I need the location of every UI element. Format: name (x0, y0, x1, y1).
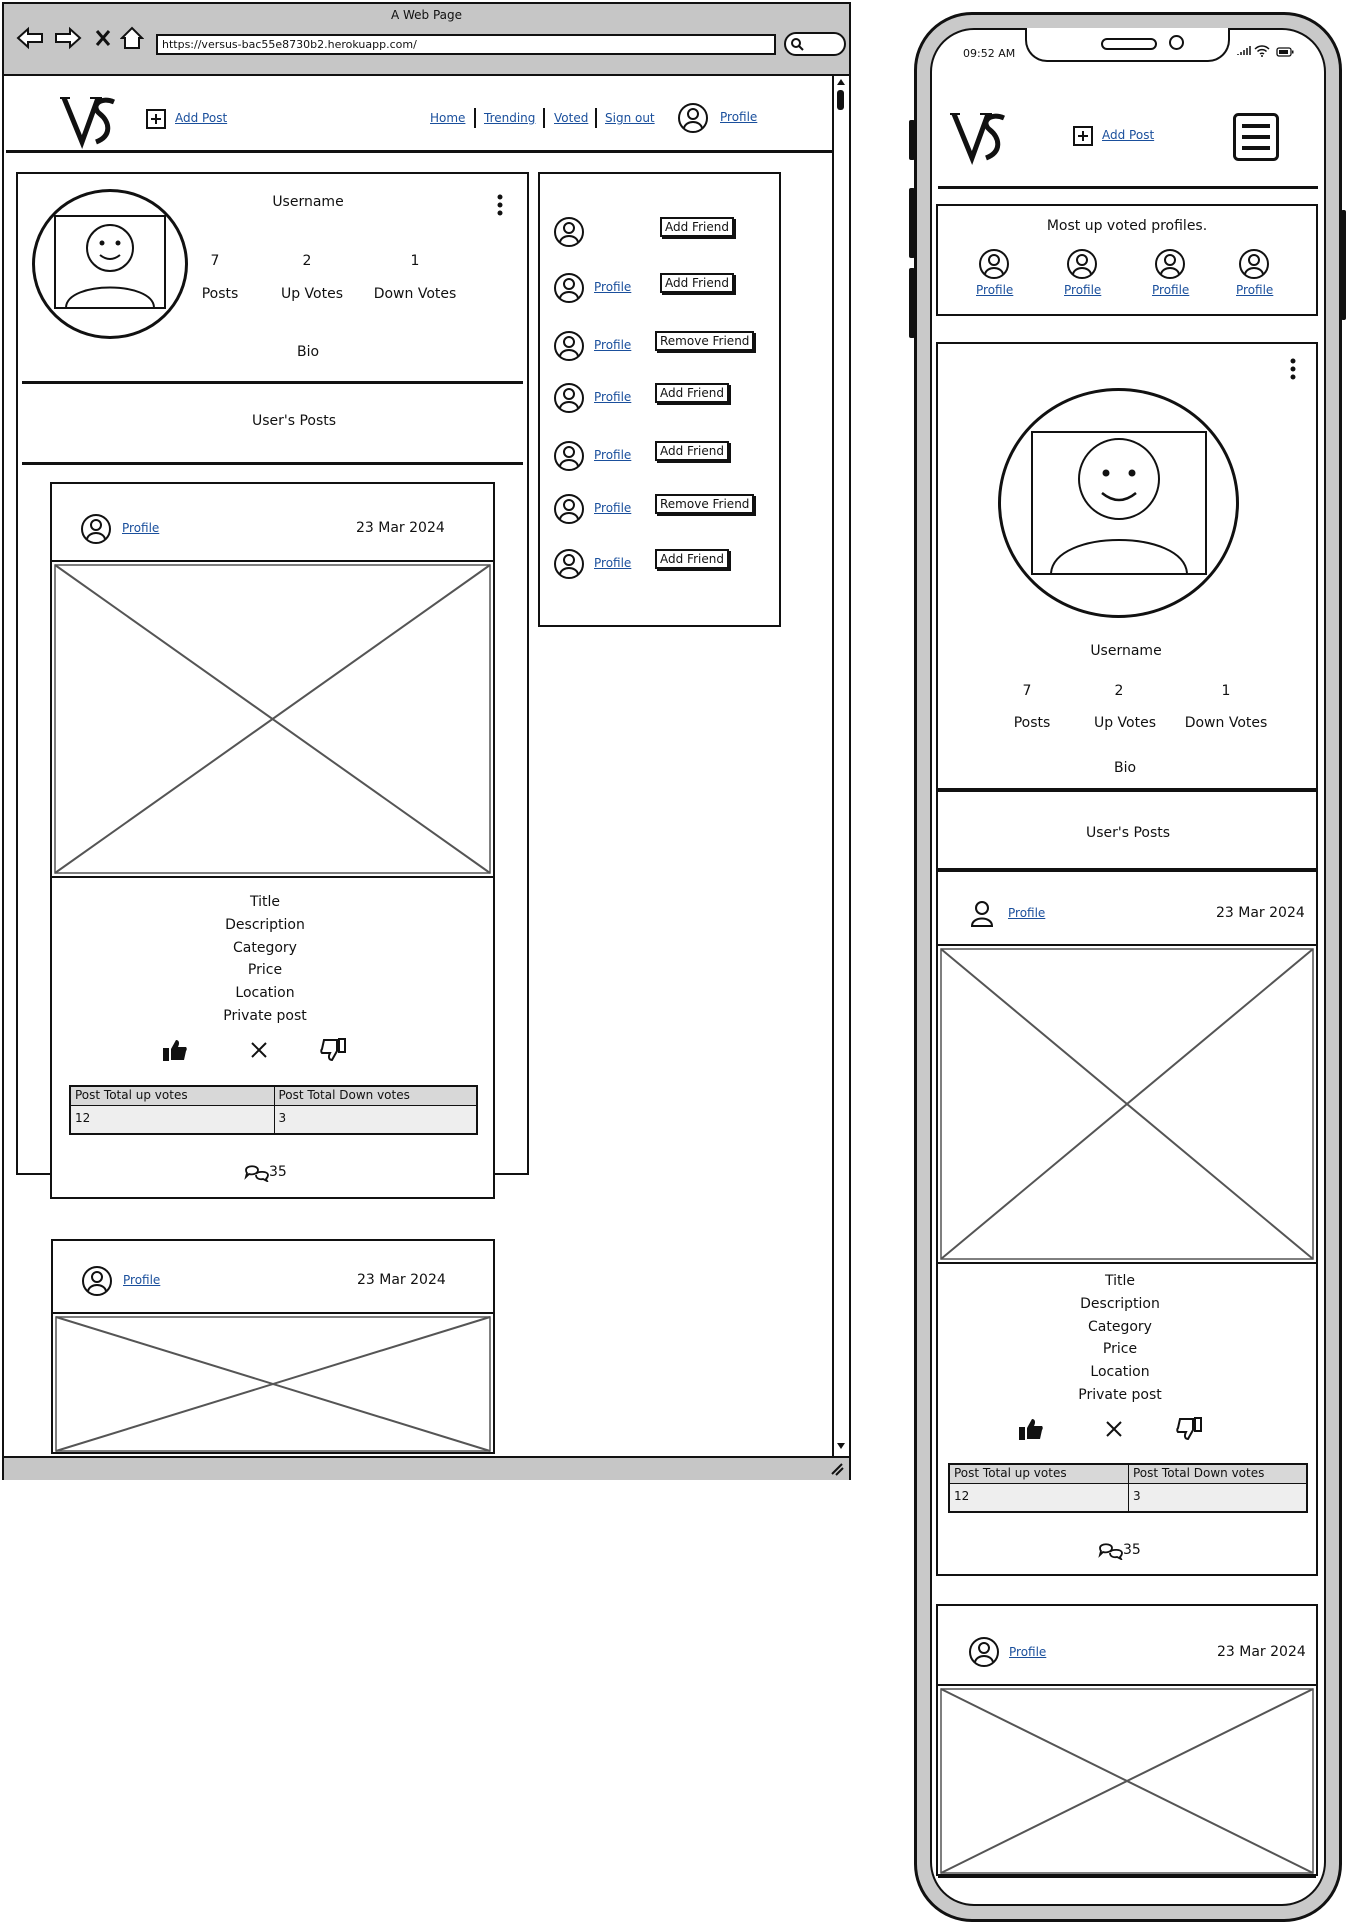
mobile-header-divider (938, 186, 1318, 189)
post-field: Location (235, 985, 295, 1002)
post-date: 23 Mar 2024 (356, 520, 445, 536)
header-divider (6, 150, 832, 153)
top-profile-link[interactable]: Profile (1152, 283, 1190, 297)
stat-downvotes-label: Down Votes (1184, 715, 1268, 731)
nav-home-link[interactable]: Home (430, 111, 466, 125)
status-time: 09:52 AM (963, 47, 1016, 60)
stat-posts-value: 7 (210, 253, 220, 269)
browser-status-bar (4, 1456, 849, 1480)
friend-avatar-icon[interactable] (553, 493, 585, 525)
resize-grip-icon[interactable] (830, 1462, 844, 1476)
add-friend-button[interactable]: Add Friend (655, 383, 729, 403)
scroll-thumb[interactable] (837, 90, 844, 110)
post-image-placeholder[interactable] (938, 1684, 1316, 1878)
thumbs-up-icon[interactable] (162, 1038, 188, 1062)
back-icon[interactable] (16, 26, 44, 50)
post-field: Private post (1078, 1387, 1162, 1403)
table-cell: 12 (71, 1106, 274, 1133)
post-date: 23 Mar 2024 (1217, 1644, 1306, 1660)
profile-username: Username (1090, 643, 1162, 659)
profile-divider (22, 381, 523, 384)
scroll-down-arrow[interactable] (836, 1442, 846, 1450)
stat-posts-label: Posts (1013, 715, 1051, 731)
stat-downvotes-label: Down Votes (373, 286, 457, 302)
friend-avatar-icon[interactable] (553, 382, 585, 414)
stat-upvotes-value: 2 (1114, 683, 1124, 699)
nav-trending-link[interactable]: Trending (484, 111, 536, 125)
post-image-placeholder[interactable] (52, 560, 493, 878)
table-header: Post Total up votes (950, 1465, 1128, 1484)
profile-bio: Bio (1113, 760, 1137, 776)
scrollbar[interactable] (832, 76, 849, 1456)
post-votes-table (948, 1463, 1308, 1513)
comments-count: 35 (1123, 1542, 1141, 1558)
home-icon[interactable] (120, 26, 144, 50)
table-header: Post Total up votes (71, 1087, 274, 1106)
scroll-up-arrow[interactable] (836, 78, 846, 86)
post-author-link[interactable]: Profile (1008, 906, 1046, 920)
post-votes-table (69, 1085, 478, 1135)
top-profile-avatar-icon[interactable] (1154, 248, 1186, 280)
post-date: 23 Mar 2024 (1216, 905, 1305, 921)
browser-search-box[interactable] (784, 32, 846, 56)
friend-profile-link[interactable]: Profile (594, 556, 632, 570)
top-profile-avatar-icon[interactable] (978, 248, 1010, 280)
remove-friend-button[interactable]: Remove Friend (655, 331, 754, 351)
post-field: Category (1088, 1318, 1152, 1335)
nav-voted-link[interactable]: Voted (554, 111, 589, 125)
remove-friend-button[interactable]: Remove Friend (655, 494, 754, 514)
post-image-placeholder[interactable] (53, 1312, 493, 1454)
add-post-icon[interactable] (1073, 126, 1093, 146)
forward-icon[interactable] (54, 26, 82, 50)
post-field: Description (1080, 1295, 1160, 1312)
more-options-icon[interactable] (496, 194, 504, 216)
add-post-link[interactable]: Add Post (1102, 128, 1155, 142)
post-date: 23 Mar 2024 (357, 1272, 446, 1288)
friend-profile-link[interactable]: Profile (594, 338, 632, 352)
table-header: Post Total Down votes (274, 1087, 477, 1106)
nav-divider (595, 108, 597, 128)
stat-posts-label: Posts (201, 286, 239, 302)
friend-avatar-icon[interactable] (553, 440, 585, 472)
cellular-signal-icon (1237, 46, 1251, 56)
table-header: Post Total Down votes (1128, 1465, 1306, 1484)
post-field: Description (225, 916, 305, 933)
post-author-link[interactable]: Profile (123, 1273, 161, 1287)
stat-downvotes-value: 1 (1221, 683, 1231, 699)
post-author-avatar-icon[interactable] (80, 513, 112, 545)
stat-upvotes-label: Up Votes (280, 286, 344, 302)
close-icon[interactable] (94, 28, 112, 48)
posts-heading-divider (22, 462, 523, 465)
stat-downvotes-value: 1 (410, 253, 420, 269)
thumbs-down-icon[interactable] (320, 1038, 346, 1062)
profile-username: Username (272, 194, 344, 210)
friend-avatar-icon[interactable] (553, 330, 585, 362)
top-profile-link[interactable]: Profile (976, 283, 1014, 297)
post-field: Price (247, 962, 283, 979)
stat-upvotes-label: Up Votes (1093, 715, 1157, 731)
remove-vote-icon[interactable] (251, 1042, 267, 1058)
add-post-icon[interactable] (146, 109, 166, 129)
url-bar[interactable]: https://versus-bac55e8730b2.herokuapp.com/ (156, 34, 776, 55)
nav-profile-link[interactable]: Profile (720, 110, 758, 124)
table-cell: 3 (1128, 1484, 1306, 1511)
table-cell: 3 (274, 1106, 477, 1133)
post-author-avatar-icon[interactable] (968, 1636, 1000, 1668)
wifi-icon (1254, 45, 1270, 57)
friend-profile-link[interactable]: Profile (594, 501, 632, 515)
hamburger-menu-icon[interactable] (1233, 113, 1279, 161)
profile-avatar (32, 189, 188, 339)
post-field: Price (1102, 1341, 1138, 1358)
battery-icon (1276, 47, 1294, 57)
nav-divider (474, 108, 476, 128)
nav-divider (543, 108, 545, 128)
friend-avatar-icon[interactable] (553, 272, 585, 304)
post-image-placeholder[interactable] (938, 944, 1316, 1264)
post-field: Location (1090, 1364, 1150, 1381)
top-profile-link[interactable]: Profile (1236, 283, 1274, 297)
table-cell: 12 (950, 1484, 1128, 1511)
thumbs-down-icon[interactable] (1176, 1417, 1202, 1441)
friend-profile-link[interactable]: Profile (594, 390, 632, 404)
friend-profile-link[interactable]: Profile (594, 448, 632, 462)
comments-icon[interactable] (244, 1162, 270, 1182)
users-posts-heading: User's Posts (1085, 825, 1171, 841)
profile-bio: Bio (296, 344, 320, 360)
post-field: Category (233, 939, 297, 956)
remove-vote-icon[interactable] (1106, 1421, 1122, 1437)
add-friend-button[interactable]: Add Friend (655, 549, 729, 569)
more-options-icon[interactable] (1289, 358, 1297, 380)
friend-avatar-icon[interactable] (553, 216, 585, 248)
phone-side-button (909, 120, 915, 160)
phone-notch (1025, 28, 1230, 62)
nav-sign-out-link[interactable]: Sign out (605, 111, 655, 125)
versus-logo[interactable] (60, 92, 124, 150)
post-field: Title (249, 894, 280, 910)
post-author-link[interactable]: Profile (122, 521, 160, 535)
post-field: Private post (223, 1008, 307, 1024)
post-author-icon[interactable] (970, 901, 994, 927)
user-avatar-icon[interactable] (677, 102, 709, 134)
phone-side-button (909, 188, 915, 258)
users-posts-heading: User's Posts (251, 413, 337, 429)
comments-icon[interactable] (1098, 1540, 1124, 1560)
add-friend-button[interactable]: Add Friend (655, 441, 729, 461)
friend-avatar-icon[interactable] (553, 548, 585, 580)
post-author-avatar-icon[interactable] (81, 1265, 113, 1297)
post-field: Title (1104, 1273, 1135, 1289)
post-author-link[interactable]: Profile (1009, 1645, 1047, 1659)
search-icon (790, 37, 804, 51)
thumbs-up-icon[interactable] (1018, 1417, 1044, 1441)
top-profile-link[interactable]: Profile (1064, 283, 1102, 297)
window-title: A Web Page (390, 8, 463, 22)
add-friend-button[interactable]: Add Friend (660, 217, 734, 237)
versus-logo[interactable] (950, 108, 1014, 166)
add-friend-button[interactable]: Add Friend (660, 273, 734, 293)
most-voted-heading: Most up voted profiles. (1046, 218, 1208, 234)
browser-toolbar (4, 4, 849, 76)
friend-profile-link[interactable]: Profile (594, 280, 632, 294)
phone-side-button (1341, 210, 1346, 320)
front-camera (1169, 35, 1184, 50)
top-profile-avatar-icon[interactable] (1238, 248, 1270, 280)
profile-avatar (998, 388, 1239, 618)
stat-upvotes-value: 2 (302, 253, 312, 269)
stat-posts-value: 7 (1022, 683, 1032, 699)
add-post-link[interactable]: Add Post (175, 111, 228, 125)
comments-count: 35 (269, 1164, 287, 1180)
phone-side-button (909, 268, 915, 338)
top-profile-avatar-icon[interactable] (1066, 248, 1098, 280)
speaker-grill (1101, 38, 1157, 50)
